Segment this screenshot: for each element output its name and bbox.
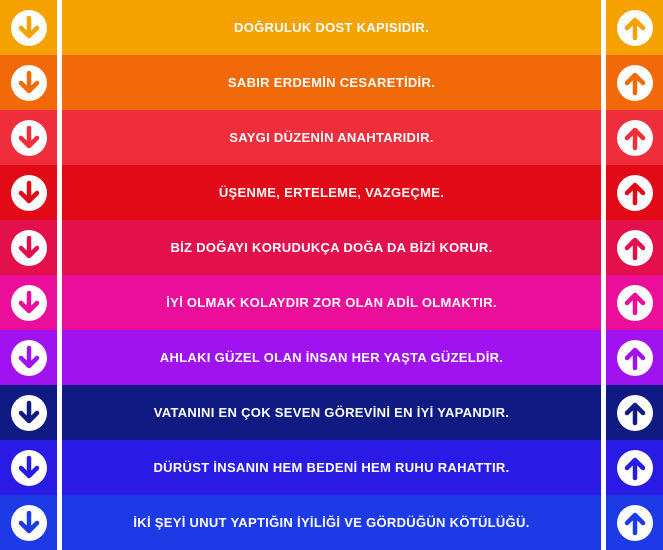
motto-text: ÜŞENME, ERTELEME, VAZGEÇME. <box>218 185 445 200</box>
motto-text-cell <box>62 55 601 110</box>
motto-stripe <box>0 495 663 550</box>
right-icon-cell <box>606 440 663 495</box>
arrow-down-circle-icon <box>11 285 47 321</box>
arrow-up-circle-icon <box>617 340 653 376</box>
arrow-down-circle-icon <box>11 230 47 266</box>
left-icon-cell <box>0 110 57 165</box>
motto-stripe <box>0 330 663 385</box>
left-icon-cell <box>0 275 57 330</box>
motto-text-cell <box>62 495 601 550</box>
right-icon-cell <box>606 495 663 550</box>
arrow-up-circle-icon <box>617 65 653 101</box>
motto-text: DÜRÜST İNSANIN HEM BEDENİ HEM RUHU RAHATTIR. <box>153 460 510 475</box>
right-icon-cell <box>606 110 663 165</box>
arrow-up-circle-icon <box>617 230 653 266</box>
left-icon-cell <box>0 55 57 110</box>
motto-text: DOĞRULUK DOST KAPISIDIR. <box>234 20 429 35</box>
arrow-up-circle-icon <box>617 10 653 46</box>
motto-text-cell <box>62 275 601 330</box>
motto-text-cell <box>62 385 601 440</box>
motto-text-cell <box>62 165 601 220</box>
motto-text-cell <box>62 0 601 55</box>
motto-text: VATANINI EN ÇOK SEVEN GÖREVİNİ EN İYİ YAPANDIR. <box>153 405 510 420</box>
arrow-down-circle-icon <box>11 505 47 541</box>
arrow-down-circle-icon <box>11 10 47 46</box>
motto-text: İYİ OLMAK KOLAYDIR ZOR OLAN ADİL OLMAKTIR. <box>166 295 497 310</box>
arrow-up-circle-icon <box>617 285 653 321</box>
motto-text: SABIR ERDEMİN CESARETİDİR. <box>227 75 436 90</box>
right-icon-cell <box>606 330 663 385</box>
motto-stripe <box>0 165 663 220</box>
left-icon-cell <box>0 440 57 495</box>
left-icon-cell <box>0 220 57 275</box>
motto-stripe <box>0 55 663 110</box>
arrow-up-circle-icon <box>617 120 653 156</box>
right-icon-cell <box>606 165 663 220</box>
motto-stripe <box>0 0 663 55</box>
motto-stripe <box>0 275 663 330</box>
right-icon-cell <box>606 220 663 275</box>
motto-text: AHLAKI GÜZEL OLAN İNSAN HER YAŞTA GÜZELDİR. <box>159 350 504 365</box>
left-icon-cell <box>0 330 57 385</box>
right-icon-cell <box>606 385 663 440</box>
motto-stripe <box>0 110 663 165</box>
arrow-down-circle-icon <box>11 65 47 101</box>
motto-stripe <box>0 385 663 440</box>
right-icon-cell <box>606 55 663 110</box>
motto-text-cell <box>62 440 601 495</box>
motto-text-cell <box>62 110 601 165</box>
arrow-up-circle-icon <box>617 450 653 486</box>
motto-stripe <box>0 440 663 495</box>
arrow-up-circle-icon <box>617 175 653 211</box>
arrow-up-circle-icon <box>617 505 653 541</box>
left-icon-cell <box>0 0 57 55</box>
left-icon-cell <box>0 385 57 440</box>
arrow-down-circle-icon <box>11 340 47 376</box>
right-icon-cell <box>606 0 663 55</box>
left-icon-cell <box>0 495 57 550</box>
motto-text: BİZ DOĞAYI KORUDUKÇA DOĞA DA BİZİ KORUR. <box>170 240 493 255</box>
motto-text: İKİ ŞEYİ UNUT YAPTIĞIN İYİLİĞİ VE GÖRDÜĞÜN KÖTÜLÜĞÜ. <box>133 515 530 530</box>
arrow-up-circle-icon <box>617 395 653 431</box>
motto-text-cell <box>62 330 601 385</box>
motto-stripe <box>0 220 663 275</box>
left-icon-cell <box>0 165 57 220</box>
arrow-down-circle-icon <box>11 395 47 431</box>
arrow-down-circle-icon <box>11 450 47 486</box>
arrow-down-circle-icon <box>11 175 47 211</box>
right-icon-cell <box>606 275 663 330</box>
arrow-down-circle-icon <box>11 120 47 156</box>
motto-text: SAYGI DÜZENİN ANAHTARIDIR. <box>229 130 434 145</box>
motto-text-cell <box>62 220 601 275</box>
